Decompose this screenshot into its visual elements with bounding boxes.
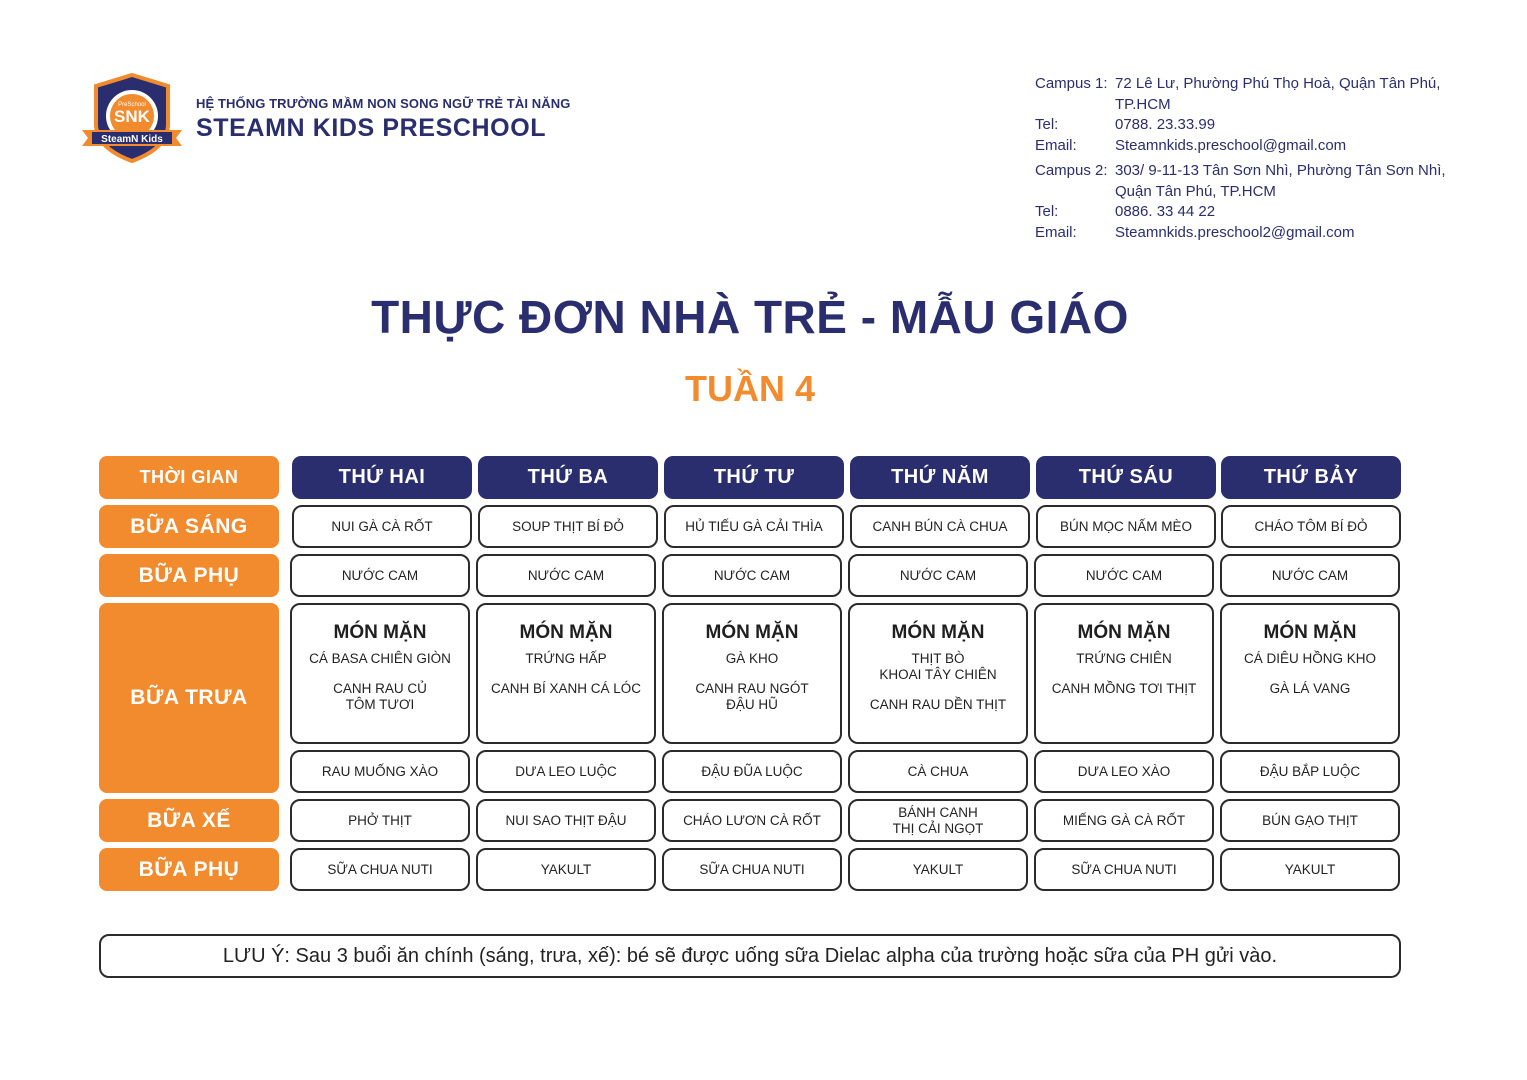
lunch-dish: TRỨNG CHIÊN [1076,651,1172,666]
row-label-lunch: BỮA TRƯA [99,603,279,793]
afternoon-cell: PHỞ THỊT [290,799,470,842]
lunch-main-heading: MÓN MẶN [333,622,427,643]
email2-label: Email: [1035,223,1077,241]
snack2-cell: SỮA CHUA NUTI [290,848,470,891]
time-header: THỜI GIAN [99,456,279,499]
tel2-label: Tel: [1035,203,1059,220]
svg-text:PreSchool: PreSchool [118,102,146,108]
school-system-label: HỆ THỐNG TRƯỜNG MẦM NON SONG NGỮ TRẺ TÀI NĂNG [196,96,571,111]
lunch-dish: TRỨNG HẤP [525,651,607,666]
breakfast-cell: HỦ TIẾU GÀ CẢI THÌA [664,505,844,548]
tel1-value: 0788. 23.33.99 [1115,116,1216,133]
day-header: THỨ HAI [292,456,472,499]
school-name: STEAMN KIDS PRESCHOOL [196,114,547,142]
afternoon-cell: BÁNH CANH THỊ CẢI NGỌT [848,799,1028,842]
email1-value: Steamnkids.preschool@gmail.com [1115,136,1347,154]
lunch-side-cell: ĐẬU BẮP LUỘC [1220,750,1400,793]
afternoon-cell: MIẾNG GÀ CÀ RỐT [1034,799,1214,842]
lunch-dish: CANH BÍ XANH CÁ LÓC [490,681,642,696]
lunch-side-cell: DƯA LEO XÀO [1034,750,1214,793]
svg-text:SNK: SNK [114,107,150,126]
lunch-main-heading: MÓN MẶN [1077,622,1171,643]
note-box: LƯU Ý: Sau 3 buổi ăn chính (sáng, trưa, xế): bé sẽ được uống sữa Dielac alpha của trường hoặc sữa của PH gửi vào. [99,934,1401,978]
svg-text:SteamN Kids: SteamN Kids [101,134,163,145]
lunch-dish: CÁ BASA CHIÊN GIÒN [309,651,451,666]
breakfast-cell: CHÁO TÔM BÍ ĐỎ [1221,505,1401,548]
snack1-cell: NƯỚC CAM [1034,554,1214,597]
lunch-main-cell [1220,603,1400,744]
lunch-main-heading: MÓN MẶN [1263,622,1357,643]
campus1-address: 72 Lê Lư, Phường Phú Thọ Hoà, Quận Tân Phú, TP.HCM [1115,75,1441,113]
email1-label: Email: [1035,136,1077,154]
snack2-cell: YAKULT [476,848,656,891]
lunch-main-heading: MÓN MẶN [705,622,799,643]
email2-value: Steamnkids.preschool2@gmail.com [1115,223,1355,241]
snack1-cell: NƯỚC CAM [1220,554,1400,597]
school-logo [78,72,186,164]
lunch-dish: THỊT BÒ KHOAI TÂY CHIÊN [879,651,997,682]
afternoon-cell: CHÁO LƯƠN CÀ RỐT [662,799,842,842]
breakfast-cell: BÚN MỌC NẤM MÈO [1036,505,1216,548]
tel2-value: 0886. 33 44 22 [1115,203,1216,220]
tel1-label: Tel: [1035,116,1059,133]
row-label-afternoon: BỮA XẾ [99,799,279,842]
lunch-main-heading: MÓN MẶN [891,622,985,643]
lunch-side-cell: ĐẬU ĐŨA LUỘC [662,750,842,793]
snack2-cell: SỮA CHUA NUTI [662,848,842,891]
snack2-cell: SỮA CHUA NUTI [1034,848,1214,891]
row-label-breakfast: BỮA SÁNG [99,505,279,548]
breakfast-cell: NUI GÀ CÀ RỐT [292,505,472,548]
afternoon-cell: NUI SAO THỊT ĐẬU [476,799,656,842]
snack1-cell: NƯỚC CAM [290,554,470,597]
lunch-main-heading: MÓN MẶN [519,622,613,643]
snack1-cell: NƯỚC CAM [848,554,1028,597]
lunch-main-cell [848,603,1028,744]
lunch-dish: CANH MỒNG TƠI THỊT [1051,681,1197,696]
lunch-dish: CANH RAU CỦ TÔM TƯƠI [333,681,427,712]
snack1-cell: NƯỚC CAM [662,554,842,597]
snack2-cell: YAKULT [1220,848,1400,891]
lunch-main-cell [662,603,842,744]
day-header: THỨ BẢY [1221,456,1401,499]
snack2-cell: YAKULT [848,848,1028,891]
campus2-address: 303/ 9-11-13 Tân Sơn Nhì, Phường Tân Sơn Nhì, Quận Tân Phú, TP.HCM [1115,162,1446,200]
breakfast-cell: CANH BÚN CÀ CHUA [850,505,1030,548]
lunch-side-cell: RAU MUỐNG XÀO [290,750,470,793]
contact-block [1035,74,1455,243]
lunch-dish: CANH RAU DỀN THỊT [869,697,1007,712]
campus1-label: Campus 1: [1035,75,1108,92]
afternoon-cell: BÚN GẠO THỊT [1220,799,1400,842]
day-header: THỨ BA [478,456,658,499]
lunch-side-cell: CÀ CHUA [848,750,1028,793]
campus2-label: Campus 2: [1035,162,1108,179]
page-title: THỰC ĐƠN NHÀ TRẺ - MẪU GIÁO [371,291,1129,343]
lunch-side-cell: DƯA LEO LUỘC [476,750,656,793]
day-header: THỨ SÁU [1036,456,1216,499]
lunch-main-cell [290,603,470,744]
breakfast-cell: SOUP THỊT BÍ ĐỎ [478,505,658,548]
row-label-snack2: BỮA PHỤ [99,848,279,891]
lunch-main-cell [1034,603,1214,744]
day-header: THỨ TƯ [664,456,844,499]
lunch-dish: CÁ DIÊU HỒNG KHO [1243,651,1376,666]
row-label-snack1: BỮA PHỤ [99,554,279,597]
lunch-main-cell [476,603,656,744]
week-label: TUẦN 4 [684,368,815,409]
lunch-dish: CANH RAU NGÓT ĐẬU HŨ [695,681,809,712]
lunch-dish: GÀ KHO [725,651,779,666]
snack1-cell: NƯỚC CAM [476,554,656,597]
lunch-dish: GÀ LÁ VANG [1269,681,1351,696]
day-header: THỨ NĂM [850,456,1030,499]
